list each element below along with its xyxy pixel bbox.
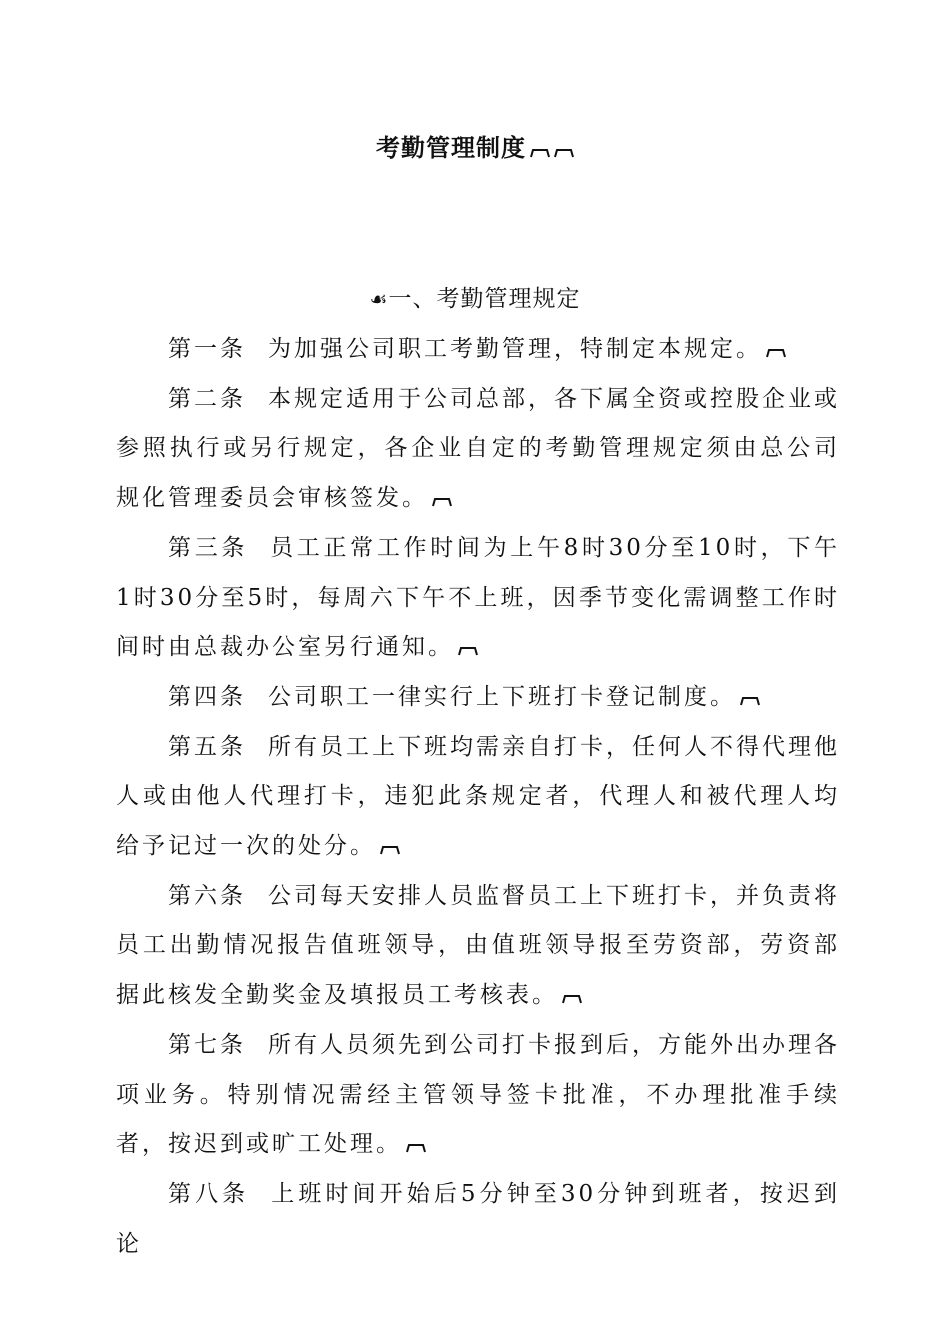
article-paragraph (116, 1021, 840, 1170)
document-body (116, 325, 840, 1269)
article-label: 第八条 (168, 1180, 250, 1207)
article-label: 第七条 (168, 1031, 246, 1058)
paragraph-mark-icon (740, 697, 760, 706)
page-title-text: 考勤管理制度 (376, 133, 526, 162)
article-text: 所有员工上下班均需亲自打卡，任何人不得代理他人或由他人代理打卡，违犯此条规定者，代理人和被代理人均给予记过一次的处分。 (116, 733, 840, 860)
article-text: 公司每天安排人员监督员工上下班打卡，并负责将员工出勤情况报告值班领导，由值班领导报至劳资部，劳资部据此核发全勤奖金及填报员工考核表。 (116, 882, 840, 1009)
article-paragraph (116, 872, 840, 1021)
paragraph-mark-icon (554, 149, 574, 158)
article-paragraph (116, 673, 840, 723)
ornament-bullet-icon: ☙ (369, 287, 389, 311)
page-title (0, 128, 950, 168)
article-text: 为加强公司职工考勤管理，特制定本规定。 (268, 336, 762, 362)
section-heading-text: 一、考勤管理规定 (388, 286, 581, 312)
article-label: 第五条 (168, 733, 246, 760)
article-label: 第二条 (168, 385, 246, 412)
article-label: 第六条 (168, 882, 246, 909)
paragraph-mark-icon (380, 846, 400, 855)
section-heading (0, 280, 950, 318)
article-text: 上班时间开始后5分钟至30分钟到班者，按迟到论 (116, 1180, 841, 1257)
article-paragraph (116, 524, 840, 673)
article-text: 所有人员须先到公司打卡报到后，方能外出办理各项业务。特别情况需经主管领导签卡批准，不办理批准手续者，按迟到或旷工处理。 (116, 1031, 840, 1158)
article-label: 第一条 (168, 336, 246, 362)
paragraph-mark-icon (406, 1144, 426, 1153)
article-text: 公司职工一律实行上下班打卡登记制度。 (268, 683, 736, 710)
article-text: 本规定适用于公司总部，各下属全资或控股企业或参照执行或另行规定，各企业自定的考勤管理规定须由总公司规化管理委员会审核签发。 (116, 385, 840, 512)
article-text: 员工正常工作时间为上午8时30分至10时，下午1时30分至5时，每周六下午不上班，因季节变化需调整工作时间时由总裁办公室另行通知。 (116, 534, 841, 661)
paragraph-mark-icon (530, 149, 550, 158)
article-paragraph (116, 375, 840, 524)
article-label: 第三条 (168, 534, 249, 561)
paragraph-mark-icon (432, 498, 452, 507)
article-paragraph (116, 723, 840, 872)
article-paragraph (116, 325, 840, 375)
article-label: 第四条 (168, 683, 246, 710)
article-paragraph (116, 1170, 840, 1269)
paragraph-mark-icon (562, 995, 582, 1004)
paragraph-mark-icon (766, 349, 786, 358)
paragraph-mark-icon (458, 647, 478, 656)
